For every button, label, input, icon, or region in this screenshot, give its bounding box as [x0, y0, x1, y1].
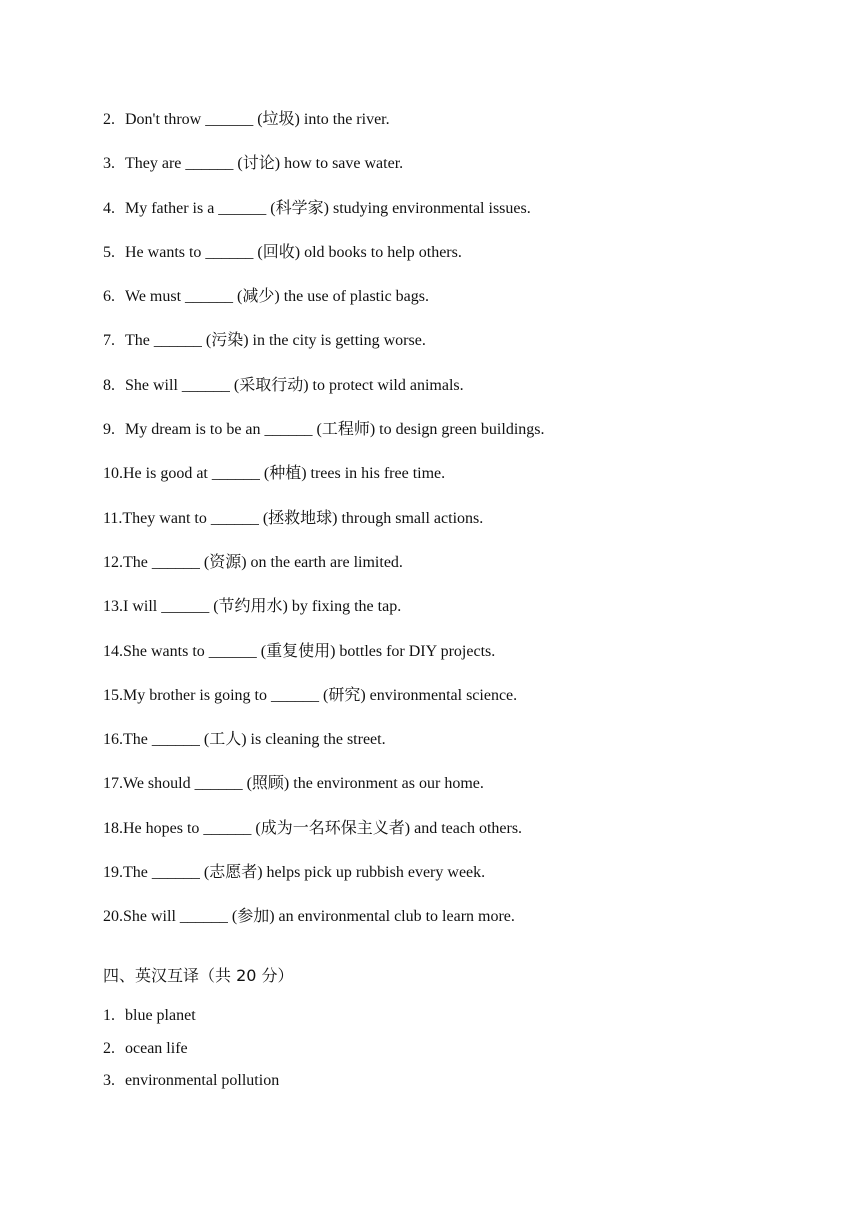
section-heading: 四、英汉互译（共 20 分） — [103, 966, 294, 985]
question-item — [103, 685, 803, 729]
question-item — [103, 463, 803, 507]
question-number: 20. — [103, 908, 123, 926]
question-item — [103, 375, 803, 419]
question-item — [103, 729, 803, 773]
question-number: 11. — [103, 509, 123, 527]
question-item — [103, 198, 803, 242]
question-text: My brother is going to ______ (研究) environmental science. — [123, 686, 518, 704]
translation-item — [103, 1005, 703, 1038]
question-text: The ______ (污染) in the city is getting worse. — [125, 332, 426, 350]
question-item — [103, 818, 803, 862]
translation-list — [103, 1005, 703, 1103]
question-number: 13. — [103, 598, 123, 616]
question-number: 8. — [103, 376, 115, 394]
question-number: 19. — [103, 864, 123, 882]
question-item — [103, 862, 803, 906]
question-number: 18. — [103, 819, 123, 837]
fill-in-blank-list — [103, 109, 803, 951]
question-text: Don't throw ______ (垃圾) into the river. — [125, 111, 390, 128]
question-text: The ______ (工人) is cleaning the street. — [123, 731, 386, 749]
translation-number: 2. — [103, 1039, 115, 1057]
question-number: 15. — [103, 686, 123, 704]
question-number: 6. — [103, 288, 115, 306]
question-number: 14. — [103, 642, 123, 660]
translation-text: environmental pollution — [125, 1072, 280, 1089]
question-text: My dream is to be an ______ (工程师) to design green buildings. — [125, 421, 545, 439]
question-number: 17. — [103, 775, 123, 793]
question-item — [103, 641, 803, 685]
question-number: 4. — [103, 199, 115, 217]
question-number: 5. — [103, 243, 115, 261]
question-text: We should ______ (照顾) the environment as our home. — [123, 775, 484, 793]
question-item — [103, 330, 803, 374]
question-number: 16. — [103, 731, 123, 749]
question-item — [103, 773, 803, 817]
question-item — [103, 242, 803, 286]
question-item — [103, 508, 803, 552]
question-item — [103, 109, 803, 153]
question-text: They are ______ (讨论) how to save water. — [125, 155, 404, 173]
question-text: The ______ (资源) on the earth are limited. — [123, 553, 403, 571]
question-text: She will ______ (采取行动) to protect wild animals. — [125, 376, 464, 394]
translation-item — [103, 1038, 703, 1071]
question-text: The ______ (志愿者) helps pick up rubbish every week. — [123, 864, 486, 882]
question-text: He is good at ______ (种植) trees in his free time. — [123, 465, 446, 483]
translation-item — [103, 1070, 703, 1103]
translation-number: 1. — [103, 1007, 115, 1024]
question-text: They want to ______ (拯救地球) through small actions. — [122, 509, 484, 527]
question-text: He hopes to ______ (成为一名环保主义者) and teach others. — [123, 819, 523, 837]
question-item — [103, 596, 803, 640]
question-item — [103, 153, 803, 197]
question-item — [103, 419, 803, 463]
question-text: She wants to ______ (重复使用) bottles for DIY projects. — [123, 642, 496, 660]
question-item — [103, 286, 803, 330]
question-number: 3. — [103, 155, 115, 173]
translation-text: blue planet — [125, 1007, 196, 1024]
question-number: 7. — [103, 332, 115, 350]
question-item — [103, 906, 803, 950]
translation-number: 3. — [103, 1072, 115, 1089]
translation-text: ocean life — [125, 1039, 188, 1057]
question-text: We must ______ (减少) the use of plastic bags. — [125, 288, 429, 306]
question-item — [103, 552, 803, 596]
question-text: She will ______ (参加) an environmental club to learn more. — [123, 908, 515, 926]
question-text: He wants to ______ (回收) old books to help others. — [125, 243, 462, 261]
question-text: My father is a ______ (科学家) studying environmental issues. — [125, 199, 531, 217]
question-text: I will ______ (节约用水) by fixing the tap. — [123, 598, 402, 616]
question-number: 9. — [103, 421, 115, 439]
question-number: 2. — [103, 111, 115, 128]
question-number: 12. — [103, 553, 123, 571]
question-number: 10. — [103, 465, 123, 483]
